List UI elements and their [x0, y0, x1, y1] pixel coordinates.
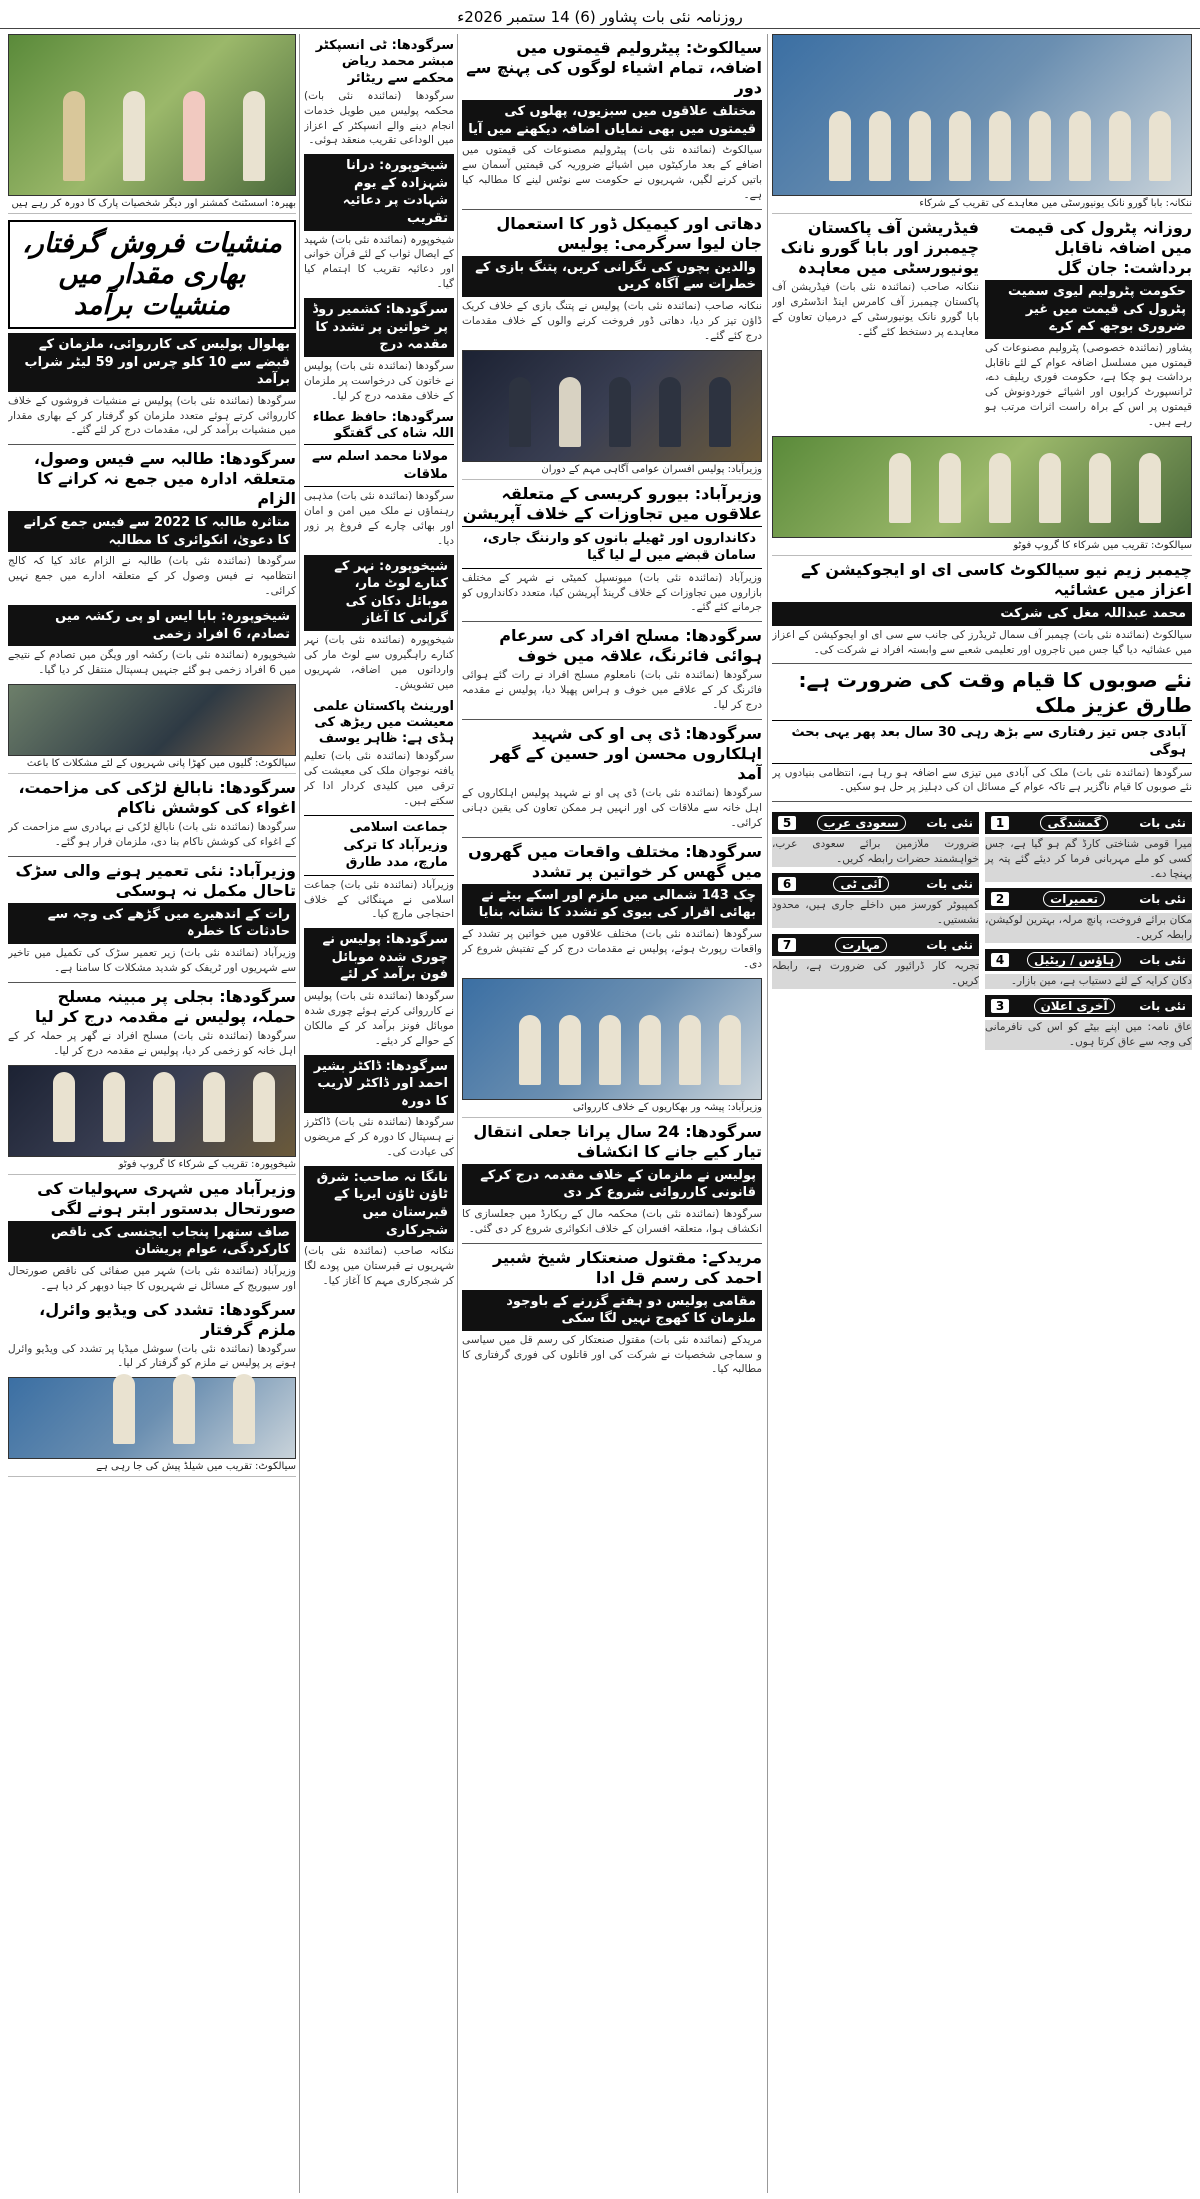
photo-park-visit	[8, 34, 296, 196]
article-body: سرگودھا (نمائندہ نئی بات) ڈاکٹرز نے ہسپتال کا دورہ کر کے مریضوں کی عیادت کی۔	[304, 1116, 454, 1159]
ad-text: مکان برائے فروخت، پانچ مرلہ، بہترین لوکیشن، رابطہ کریں۔	[985, 914, 1192, 941]
ad-header: نئی بات آئی ٹی 6	[772, 873, 979, 895]
headline-hafiz: سرگودھا: حافظ عطاء اللہ شاہ کی گفتگو	[312, 409, 454, 441]
photo-shield	[8, 1377, 296, 1459]
article-body: ننکانہ صاحب (نمائندہ نئی بات) فیڈریشن آف پاکستان چیمبرز آف کامرس اینڈ انڈسٹری اور بابا گورو نانک یونیورسٹی کے درمیان تعاون کے معاہدے پر دستخط کئے گئے۔	[772, 281, 979, 338]
subhead-mureed: مقامی پولیس دو ہفتے گزرنے کے باوجود ملزمان کا کھوج نہیں لگا سکی	[462, 1290, 762, 1331]
headline-federation: فیڈریشن آف پاکستان چیمبرز اور بابا گورو نانک یونیورسٹی میں معاہدہ	[780, 218, 979, 277]
headline-mobile: سرگودھا: پولیس نے چوری شدہ موبائل فون برآمد کر لئے	[304, 928, 454, 987]
ad-header: نئی بات تعمیرات 2	[985, 888, 1192, 910]
article-body: پشاور (نمائندہ خصوصی) پٹرولیم مصنوعات کی قیمتوں میں مسلسل اضافہ عوام کے لئے ناقابل برداشت ہو چکا ہے، حکومت فوری ریلیف دے، ٹرانسپورٹ کرایوں اور اشیائے خوردونوش کی قیمتوں پر اس کے براہ راست اثرات مرتب ہو رہے ہیں۔	[985, 341, 1192, 429]
article-body: سرگودھا (نمائندہ نئی بات) ڈی پی او نے شہید پولیس اہلکاروں کے اہل خانہ سے ملاقات کی اور انہیں ہر ممکن تعاون کی یقین دہانی کرائی۔	[462, 787, 762, 829]
ad-text: کمپیوٹر کورسز میں داخلے جاری ہیں، محدود نشستیں۔	[772, 899, 979, 927]
headline-society: اورینٹ پاکستان علمی معیشت میں ریڑھ کی ہڈی ہے: ظاہر یوسف	[313, 698, 454, 747]
headline-chamber: چیمبر زیم نیو سیالکوٹ کاسی ای او ایجوکیشن کے اعزاز میں عشائیہ	[801, 560, 1192, 600]
photo-caption: وزیرآباد: پولیس افسران عوامی آگاہی مہم کے دوران	[462, 462, 762, 480]
subhead-wazir2: صاف ستھرا پنجاب ایجنسی کی ناقص کارکردگی، عوام پریشان	[8, 1221, 296, 1262]
subhead-chemical: والدین بچوں کی نگرانی کریں، پتنگ بازی کے خطرات سے آگاہ کریں	[462, 256, 762, 297]
article-body: شیخوپورہ (نمائندہ نئی بات) نہر کنارے راہگیروں سے لوٹ مار کی وارداتوں میں اضافہ، شہریوں میں تشویش۔	[304, 633, 454, 691]
article-body: سرگودھا (نمائندہ نئی بات) مذہبی رہنماؤں نے ملک میں امن و امان اور بھائی چارے کے فروغ پر زور دیا۔	[304, 490, 454, 547]
headline-provinces: نئے صوبوں کا قیام وقت کی ضرورت ہے: طارق عزیز ملک	[798, 668, 1192, 718]
article-body: سرگودھا (نمائندہ نئی بات) تعلیم یافتہ نوجوان ملک کی معیشت کی ترقی میں کلیدی کردار ادا کر سکتے ہیں۔	[304, 750, 454, 808]
article-body: سرگودھا (نمائندہ نئی بات) محکمہ مال کے ریکارڈ میں جعلسازی کا انکشاف ہوا، متعلقہ افسران کے خلاف انکوائری شروع کر دی گئی۔	[462, 1207, 762, 1235]
headline-inspector: سرگودھا: ٹی انسپکٹر مبشر محمد ریاض محکمے سے ریٹائر	[315, 38, 454, 86]
headline-banner: منشیات فروش گرفتار، بھاری مقدار میں منشیات برآمد	[8, 220, 296, 329]
photo-caption: ننکانہ: بابا گورو نانک یونیورسٹی میں معاہدے کی تقریب کے شرکاء	[772, 196, 1192, 214]
ad-text: تجربہ کار ڈرائیور کی ضرورت ہے، رابطہ کریں۔	[772, 959, 979, 987]
headline-sheikh: شیخوپورہ: بابا ایس او پی رکشہ میں تصادم، 6 افراد زخمی	[8, 605, 296, 646]
headline-fees: سرگودھا: طالبہ سے فیس وصول، متعلقہ ادارہ میں جمع نہ کرانے کا الزام	[33, 449, 296, 509]
photo-caption: سیالکوٹ: تقریب میں شرکاء کا گروپ فوٹو	[772, 538, 1192, 556]
subhead-murder: پولیس نے ملزمان کے خلاف مقدمہ درج کرکے قانونی کارروائی شروع کر دی	[462, 1164, 762, 1205]
headline-attack: سرگودھا: بجلی پر مبینہ مسلح حملہ، پولیس نے مقدمہ درج کر لیا	[35, 986, 296, 1026]
subhead-sialkot: مختلف علاقوں میں سبزیوں، پھلوں کی قیمتوں میں بھی نمایاں اضافہ دیکھنے میں آیا	[462, 100, 762, 141]
headline-wazir2: وزیرآباد میں شہری سہولیات کی صورتحال بدستور ابتر ہونے لگی	[37, 1178, 296, 1218]
article-body: سرگودھا (نمائندہ نئی بات) پولیس نے کارروائی کرتے ہوئے چوری شدہ موبائل فونز برآمد کر کے مالکان کے حوالے کر دیئے۔	[304, 989, 454, 1047]
subhead-petrol: حکومت پٹرولیم لیوی سمیت پٹرول کی قیمت میں غیر ضروری بوجھ کم کرے	[985, 280, 1192, 339]
headline-chemical: دھاتی اور کیمیکل ڈور کا استعمال جان لیوا سرگرمی: پولیس	[496, 213, 762, 253]
headline-girl: سرگودھا: نابالغ لڑکی کی مزاحمت، اغواء کی کوشش ناکام	[18, 778, 296, 818]
headline-canal: شیخوپورہ: نہر کے کنارے لوٹ مار، موبائل دکان کی گرانی کا آغاز	[304, 555, 454, 631]
article-body: وزیرآباد (نمائندہ نئی بات) شہر میں صفائی کی ناقص صورتحال اور سیوریج کے مسائل نے شہریوں کا جینا دوبھر کر دیا ہے۔	[8, 1264, 296, 1292]
masthead: روزنامہ نئی بات پشاور (6) 14 ستمبر 2026ء	[0, 6, 1200, 29]
column-2	[462, 34, 762, 2193]
photo-caption: سیالکوٹ: تقریب میں شیلڈ پیش کی جا رہی ہے	[8, 1459, 296, 1477]
photo-caption: سیالکوٹ: گلیوں میں کھڑا پانی شہریوں کے لئے مشکلات کا باعث	[8, 756, 296, 774]
headline-rally: نانگا نہ صاحب: شرق ٹاؤن ٹاؤن ایریا کے قبرستان میں شجرکاری	[304, 1166, 454, 1242]
photo-ceremony	[8, 1065, 296, 1157]
article-body: سرگودھا (نمائندہ نئی بات) پولیس نے منشیات فروشوں کے خلاف کارروائی کرتے ہوئے متعدد ملزمان کو گرفتار کر کے بھاری مقدار میں منشیات برآمد کر لی، مقدمات درج کر لئے گئے۔	[8, 394, 296, 437]
article-body: ننکانہ صاحب (نمائندہ نئی بات) شہریوں نے قبرستان میں پودے لگا کر شجرکاری مہم کا آغاز کیا۔	[304, 1245, 454, 1287]
headline-murder: سرگودھا: 24 سال پرانا جعلی انتقال تیار کیے جانے کا انکشاف	[473, 1121, 762, 1161]
photo-caption: بھیرہ: اسسٹنٹ کمشنر اور دیگر شخصیات پارک کا دورہ کر رہے ہیں	[8, 196, 296, 214]
article-body: سرگودھا (نمائندہ نئی بات) محکمہ پولیس میں طویل خدمات انجام دینے والے انسپکٹر کے اعزاز میں الوداعی تقریب منعقد ہوئی۔	[304, 89, 454, 147]
photo-caption: شیخوپورہ: تقریب کے شرکاء کا گروپ فوٹو	[8, 1157, 296, 1175]
photo-police	[462, 350, 762, 462]
headline-jamaat: جماعت اسلامی وزیرآباد کا ترکی مارچ، مدد طارق	[304, 815, 454, 876]
column-1	[772, 34, 1192, 2193]
subhead-road: رات کے اندھیرے میں گڑھے کی وجہ سے حادثات کا خطرہ	[8, 903, 296, 944]
article-body: سرگودھا (نمائندہ نئی بات) نابالغ لڑکی نے بہادری سے مزاحمت کر کے اغواء کی کوشش ناکام بنا دی، ملزمان فرار ہو گئے۔	[8, 821, 296, 848]
article-body: سیالکوٹ (نمائندہ نئی بات) چیمبر آف سمال ٹریڈرز کی جانب سے سی ای او ایجوکیشن کے اعزاز میں عشائیہ دیا گیا جس میں تاجروں اور تعلیمی شعبے سے وابستہ افراد نے شرکت کی۔	[772, 628, 1192, 656]
headline-doctor: سرگودھا: ڈاکٹر بشیر احمد اور ڈاکٹر لاریب کا دورہ	[304, 1055, 454, 1114]
headline-women-case: سرگودھا: کشمیر روڈ پر خواتین پر تشدد کا مقدمہ درج	[304, 298, 454, 357]
photo-chamber-group	[772, 436, 1192, 538]
article-body: سرگودھا (نمائندہ نئی بات) سوشل میڈیا پر تشدد کی ویڈیو وائرل ہونے پر پولیس نے ملزم کو گرفتار کر لیا۔	[8, 1342, 296, 1370]
article-body: شیخوپورہ (نمائندہ نئی بات) رکشہ اور ویگن میں تصادم کے نتیجے میں 6 افراد زخمی ہو گئے جنہیں ہسپتال منتقل کر دیا گیا۔	[8, 649, 296, 677]
ad-text: عاق نامہ: میں اپنے بیٹے کو اس کی نافرمانی کی وجہ سے عاق کرتا ہوں۔	[985, 1020, 1192, 1048]
ad-text: دکان کرایہ کے لئے دستیاب ہے، مین بازار۔	[985, 974, 1192, 989]
article-body: سیالکوٹ (نمائندہ نئی بات) پیٹرولیم مصنوعات کی قیمتوں میں اضافے کے بعد مارکیٹوں میں اشیائے ضروریہ کی قیمتیں آسمان سے باتیں کرنے لگیں، شہریوں نے حکومت سے نوٹس لینے کا مطالبہ کیا ہے۔	[462, 144, 762, 201]
headline-road: وزیرآباد: نئی تعمیر ہونے والی سڑک تاحال مکمل نہ ہوسکی	[15, 860, 296, 900]
photo-university-signing	[772, 34, 1192, 196]
article-body: وزیرآباد (نمائندہ نئی بات) میونسپل کمیٹی نے شہر کے مختلف بازاروں میں تجاوزات کے خلاف گرینڈ آپریشن کیا، متعدد دکانداروں کو جرمانے کئے گئے۔	[462, 571, 762, 614]
column-4	[8, 34, 296, 2193]
ad-text: میرا قومی شناختی کارڈ گم ہو گیا ہے، جس کسی کو ملے مہربانی فرما کر دیئے گئے پتہ پر پہنچا دے۔	[985, 838, 1192, 881]
article-body: سرگودھا (نمائندہ نئی بات) پولیس نے خاتون کی درخواست پر ملزمان کے خلاف مقدمہ درج کر لیا۔	[304, 359, 454, 402]
photo-caption: وزیرآباد: پیشہ ور بھکاریوں کے خلاف کارروائی	[462, 1100, 762, 1118]
photo-beggars	[462, 978, 762, 1100]
ad-header: نئی بات گمشدگی 1	[985, 812, 1192, 834]
article-body: سرگودھا (نمائندہ نئی بات) مسلح افراد نے گھر پر حملہ کر کے اہل خانہ کو زخمی کر دیا، پولیس نے مقدمہ درج کر لیا۔	[8, 1029, 296, 1057]
article-body: سرگودھا (نمائندہ نئی بات) ملک کی آبادی میں تیزی سے اضافہ ہو رہا ہے، انتظامی بنیادوں پر نئے صوبوں کا قیام ناگزیر ہے تاکہ عوام کے مسائل ان کی دہلیز پر حل ہو سکیں۔	[772, 766, 1192, 794]
ad-text: ضرورت ملازمین برائے سعودی عرب، خواہشمند حضرات رابطہ کریں۔	[772, 838, 979, 866]
article-body: شیخوپورہ (نمائندہ نئی بات) شہید کے ایصال ثواب کے لئے قرآن خوانی اور دعائیہ تقریب کا اہتمام کیا گیا۔	[304, 233, 454, 291]
article-body: ننکانہ صاحب (نمائندہ نئی بات) پولیس نے پتنگ بازی کے خلاف کریک ڈاؤن تیز کر دیا، دھاتی ڈور فروخت کرنے والوں کے خلاف مقدمات درج کئے گئے۔	[462, 299, 762, 342]
headline-dpo: سرگودھا: ڈی پی او کی شہید اہلکاروں محسن اور حسین کے گھر آمد	[490, 724, 762, 784]
article-body: وزیرآباد (نمائندہ نئی بات) جماعت اسلامی نے مہنگائی کے خلاف احتجاجی مارچ کیا۔	[304, 878, 454, 921]
subhead-fees: متاثرہ طالبہ کا 2022 سے فیس جمع کرانے کا دعویٰ، انکوائری کا مطالبہ	[8, 511, 296, 552]
subhead-chamber: محمد عبداللہ مغل کی شرکت	[772, 602, 1192, 626]
article-body: وزیرآباد (نمائندہ نئی بات) زیر تعمیر سڑک کی تکمیل میں تاخیر سے شہریوں اور ٹریفک کو شدید مشکلات کا سامنا ہے۔	[8, 946, 296, 974]
ad-header: نئی بات مہارت 7	[772, 934, 979, 956]
headline-video: سرگودھا: تشدد کی ویڈیو وائرل، ملزم گرفتار	[39, 1299, 296, 1339]
headline-memorial: شیخوپورہ: درانا شہزادہ کے یوم شہادت پر دعائیہ تقریب	[304, 154, 454, 230]
headline-sialkot: سیالکوٹ: پیٹرولیم قیمتوں میں اضافہ، تمام اشیاء لوگوں کی پہنچ سے دور	[466, 38, 762, 97]
article-body: سرگودھا (نمائندہ نئی بات) مختلف علاقوں میں خواتین پر تشدد کے واقعات رپورٹ ہوئے، پولیس نے مقدمات درج کر کے تفتیش شروع کر دی۔	[462, 927, 762, 970]
headline-women: سرگودھا: مختلف واقعات میں گھروں میں گھس کر خواتین پر تشدد	[468, 841, 762, 881]
column-3	[304, 34, 454, 2193]
subhead-provinces: آبادی جس تیز رفتاری سے بڑھ رہی 30 سال بعد پھر یہی بحث ہوگی	[772, 720, 1192, 763]
subhead-wazirabad: دکانداروں اور ٹھیلے بانوں کو وارننگ جاری، سامان قبضے میں لے لیا گیا	[462, 526, 762, 569]
headline-petrol: روزانہ پٹرول کی قیمت میں اضافہ ناقابل برداشت: جان گل	[1009, 218, 1192, 277]
ad-header: نئی بات سعودی عرب 5	[772, 812, 979, 834]
headline-wazirabad: وزیرآباد: بیورو کریسی کے متعلقہ علاقوں میں تجاوزات کے خلاف آپریشن	[462, 483, 762, 523]
ad-header: نئی بات آخری اعلان 3	[985, 995, 1192, 1017]
headline-mureed: مریدکے: مقتول صنعتکار شیخ شبیر احمد کی رسم قل ادا	[493, 1247, 762, 1287]
article-body: سرگودھا (نمائندہ نئی بات) نامعلوم مسلح افراد نے رات گئے ہوائی فائرنگ کر کے علاقے میں خوف و ہراس پھیلا دیا، پولیس نے مقدمہ درج کر لیا۔	[462, 669, 762, 712]
classified-ads	[772, 806, 1192, 1055]
subhead-hafiz: مولانا محمد اسلم سے ملاقات	[304, 444, 454, 487]
headline-firing: سرگودھا: مسلح افراد کی سرعام ہوائی فائرنگ، علاقہ میں خوف	[499, 626, 762, 666]
subhead-women: چک 143 شمالی میں ملزم اور اسکے بیٹے نے بھائی اقرار کی بیوی کو تشدد کا نشانہ بنایا	[462, 884, 762, 925]
subhead-drugs: بھلوال پولیس کی کارروائی، ملزمان کے قبضے سے 10 کلو چرس اور 59 لیٹر شراب برآمد	[8, 333, 296, 392]
ad-header: نئی بات ہاؤس / ریٹیل 4	[985, 949, 1192, 971]
article-body: مریدکے (نمائندہ نئی بات) مقتول صنعتکار کی رسم قل میں سیاسی و سماجی شخصیات نے شرکت کی اور قاتلوں کی فوری گرفتاری کا مطالبہ کیا۔	[462, 1333, 762, 1376]
article-body: سرگودھا (نمائندہ نئی بات) طالبہ نے الزام عائد کیا کہ کالج انتظامیہ نے فیس وصول کر کے متعلقہ ادارے میں جمع نہیں کرائی۔	[8, 555, 296, 598]
photo-street-water	[8, 684, 296, 756]
